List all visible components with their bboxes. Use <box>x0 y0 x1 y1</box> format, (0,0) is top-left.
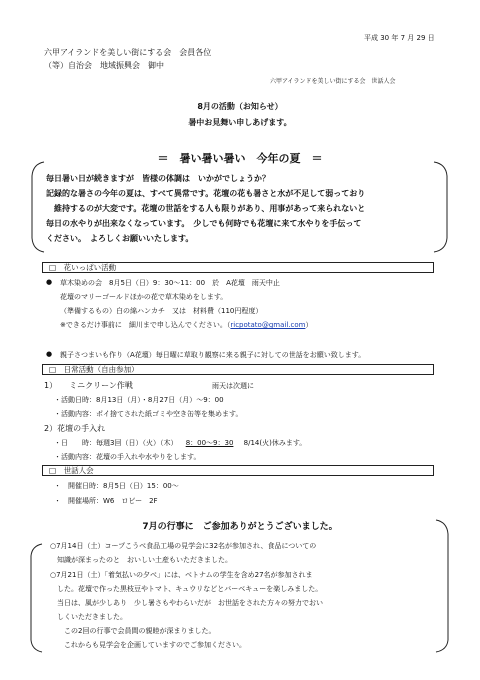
garden-care-title: 2）花壇の手入れ <box>44 424 106 433</box>
recipient-line-2: （等）自治会 地域振興会 御中 <box>44 61 164 70</box>
recipient-line-1: 六甲アイランドを美しい街にする会 会員各位 <box>44 48 212 57</box>
potato-event: 親子さつまいも作り（A花壇）毎日曜に草取り観察に来る親子に対しての世話をお願い致します。 <box>60 351 366 359</box>
dye-event-desc: 花壇のマリーゴールドほかの花で草木染めをします。 <box>60 293 228 301</box>
mini-clean-content: ・活動内容：ポイ捨てされた紙ゴミや空き缶等を集めます。 <box>54 410 243 418</box>
garden-care-holiday: 8/14(火)休みます。 <box>243 439 307 447</box>
email-link[interactable]: ricpotato@gmail.com <box>230 321 306 329</box>
july-line-3: ○7月21日（土）「着気払いの夕べ」には、ベトナムの学生を含め27名が参加されま <box>50 571 313 579</box>
july-line-4: した。花壇で作った黒枝豆やトマト、キュウリなどとバーベキューを楽しみました。 <box>50 585 323 593</box>
mini-clean-note: 雨天は次週に <box>212 382 254 390</box>
july-line-7: この2回の行事で会員間の親睦が深まりました。 <box>50 627 216 635</box>
daily-section-bar <box>42 364 434 375</box>
document-date: 平成 30 年 7 月 29 日 <box>364 34 435 42</box>
meeting-section-title: □ 世話人会 <box>49 466 94 475</box>
july-line-1: ○7月14日（土）コープこうべ食品工場の見学会に32名が参加され、食品についての <box>50 542 317 550</box>
notice-title: 8月の活動（お知らせ） <box>197 102 283 111</box>
dye-event-items: （準備するもの）白の綿ハンカチ 又は 材料費（110円程度） <box>60 307 263 315</box>
heat-line-4: 毎日の水やりが出来なくなっています。 少しでも何時でも花壇に来て水やりを手伝って <box>46 219 362 228</box>
garden-care-time: 8：00～9：30 <box>185 439 234 447</box>
sender: 六甲アイランドを美しい街にする会 世話人会 <box>270 78 396 85</box>
apply-close: ） <box>305 321 313 329</box>
apply-text: ※できるだけ事前に 細川まで申し込んでください。（ <box>60 321 231 329</box>
flower-section-title: □ 花いっぱい活動 <box>49 263 117 272</box>
july-line-2: 知識が深まったのと おいしい土産もいただきました。 <box>50 556 232 564</box>
july-line-6: しくいただきました。 <box>50 613 127 621</box>
dye-event-apply <box>60 320 312 330</box>
mini-clean-date: ・活動日時：8月13日（月）・8月27日（月）～9：00 <box>54 396 224 404</box>
july-line-8: これからも見学会を企画していますのでご参加ください。 <box>50 641 246 649</box>
heat-line-3: 維持するのが大変です。花壇の世話をする人も限りがあり、用事があって来られないと <box>46 204 366 213</box>
heat-headline: ＝ 暑い暑い暑い 今年の夏 ＝ <box>157 152 323 165</box>
heat-line-2: 記録的な暑さの今年の夏は、すべて異常です。花壇の花も暑さと水が不足して弱っており <box>46 189 366 198</box>
dye-event: 草木染めの会 8月5日（日）9：30～11：00 於 A花壇 雨天中止 <box>60 279 280 287</box>
meeting-section-bar <box>42 465 434 476</box>
july-line-5: 当日は、風が少しあり 少し暑さもやわらいだが お世話をされた方々の努力でおい <box>50 599 323 607</box>
garden-care-content: ・活動内容：花壇の手入れや水やりをします。 <box>54 453 201 461</box>
bullet-icon: ● <box>46 350 53 358</box>
meeting-place: ・ 開催場所：W6 ロビー 2F <box>54 497 158 505</box>
heat-line-1: 毎日暑い日が続きますが 皆様の体調は いかがでしょうか？ <box>46 174 270 183</box>
mini-clean-title: 1） ミニクリーン作戦 <box>44 381 133 390</box>
notice-subtitle: 暑中お見舞い申しあげます。 <box>188 118 292 127</box>
daily-section-title: □ 日常活動（自由参加） <box>49 365 139 374</box>
bullet-icon: ● <box>46 278 53 286</box>
meeting-date: ・ 開催日時：8月5日（日）15：00～ <box>54 482 179 490</box>
garden-care-date <box>54 438 306 448</box>
flower-section-bar <box>42 262 434 273</box>
heat-line-5: ください。 よろしくお願いいたします。 <box>46 234 194 243</box>
garden-care-days: ・日 時：毎週3回（日）（火）（木） <box>54 439 178 447</box>
july-title: 7月の行事に ご参加ありがとうございました。 <box>142 522 338 532</box>
